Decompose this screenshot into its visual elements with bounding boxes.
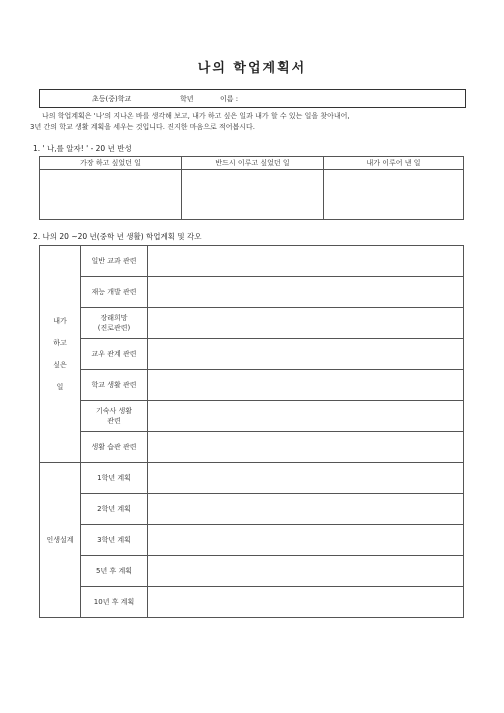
plan-cell[interactable] xyxy=(148,370,464,401)
reflection-cell-2[interactable] xyxy=(182,170,324,220)
school-label: 초등(중)학교 xyxy=(92,95,132,103)
plan-cell[interactable] xyxy=(148,463,464,494)
row-label: 기숙사 생활 관련 xyxy=(81,401,148,432)
name-label: 이름 : xyxy=(220,95,239,103)
group-life-plan-label: 인생설계 xyxy=(40,463,81,618)
plan-cell[interactable] xyxy=(148,401,464,432)
row-label: 3학년 계획 xyxy=(81,525,148,556)
page-title: 나의 학업계획서 xyxy=(197,61,307,76)
row-label: 생활 습관 관련 xyxy=(81,432,148,463)
intro-text xyxy=(30,111,470,133)
plan-cell[interactable] xyxy=(148,246,464,277)
reflection-col-3: 내가 이루어 낸 일 xyxy=(324,157,464,170)
plan-cell[interactable] xyxy=(148,432,464,463)
plan-cell[interactable] xyxy=(148,525,464,556)
plan-cell[interactable] xyxy=(148,556,464,587)
reflection-table xyxy=(39,156,464,220)
plan-cell[interactable] xyxy=(148,587,464,618)
row-label: 교우 관계 관련 xyxy=(81,339,148,370)
row-label: 일반 교과 관련 xyxy=(81,246,148,277)
section1-heading: 1. ' 나,를 알자! ' - 20 년 반성 xyxy=(33,144,132,153)
section2-heading: 2. 나의 20 ~20 년(중학 년 생활) 학업계획 및 각오 xyxy=(33,232,202,241)
row-label: 장래희망 (진로관련) xyxy=(81,308,148,339)
plan-cell[interactable] xyxy=(148,339,464,370)
grade-label: 학년 xyxy=(180,95,194,103)
intro-line-2: 3년 간의 학교 생활 계획을 세우는 것입니다. 진지한 마음으로 적어봅시다. xyxy=(30,123,256,131)
row-label: 2학년 계획 xyxy=(81,494,148,525)
row-label: 1학년 계획 xyxy=(81,463,148,494)
reflection-col-1: 가장 하고 싶었던 일 xyxy=(40,157,182,170)
plan-cell[interactable] xyxy=(148,494,464,525)
row-label: 재능 개발 관련 xyxy=(81,277,148,308)
intro-line-1: 나의 학업계획은 '나'의 지나온 바를 생각해 보고, 내가 하고 싶은 일과 내가 할 수 있는 일을 찾아내어, xyxy=(42,112,350,120)
reflection-col-2: 반드시 이루고 싶었던 일 xyxy=(182,157,324,170)
student-info-box xyxy=(39,89,466,108)
row-label: 10년 후 계획 xyxy=(81,587,148,618)
group-wish-label: 내가 하고 싶은 일 xyxy=(40,246,81,463)
plan-table xyxy=(39,245,464,618)
row-label: 학교 생활 관련 xyxy=(81,370,148,401)
row-label: 5년 후 계획 xyxy=(81,556,148,587)
reflection-cell-1[interactable] xyxy=(40,170,182,220)
plan-cell[interactable] xyxy=(148,277,464,308)
plan-cell[interactable] xyxy=(148,308,464,339)
reflection-cell-3[interactable] xyxy=(324,170,464,220)
